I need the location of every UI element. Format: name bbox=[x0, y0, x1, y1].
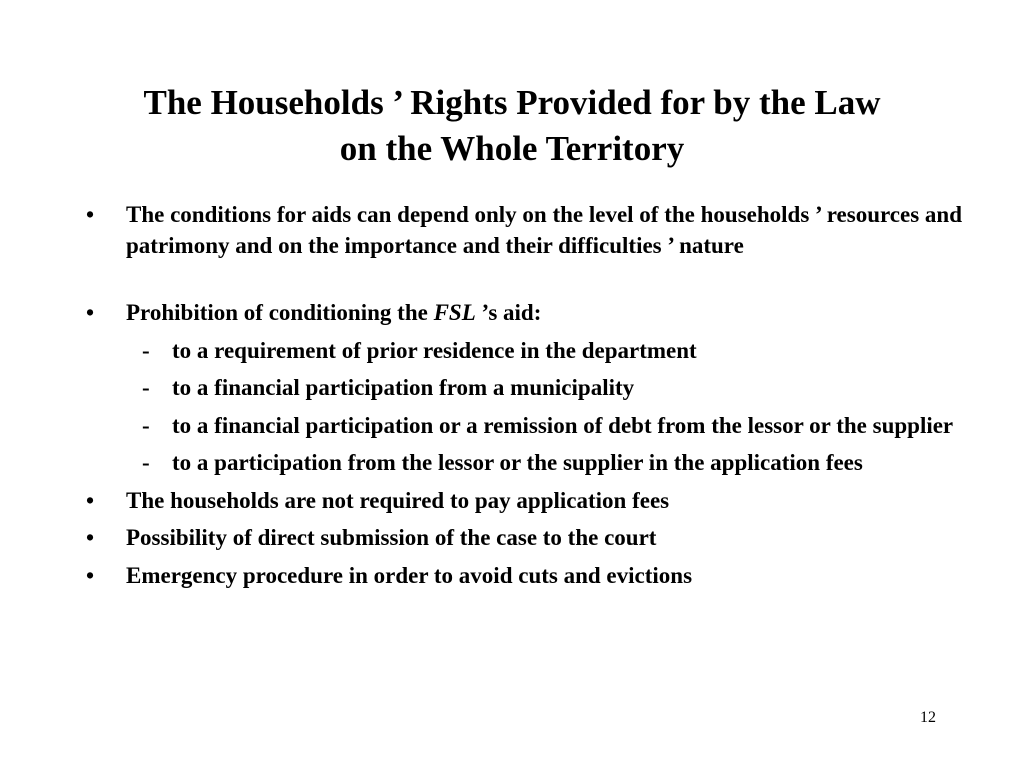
sub-item-text: to a participation from the lessor or the supplier in the application fees bbox=[172, 450, 863, 475]
bullet-marker: • bbox=[86, 202, 95, 227]
dash-marker: - bbox=[142, 375, 150, 400]
bullet-text bbox=[126, 300, 541, 325]
sub-item-text: to a financial participation or a remission of debt from the lessor or the supplier bbox=[172, 412, 954, 438]
bullet-marker: • bbox=[86, 487, 95, 513]
slide-title-line-1: The Households ’ Rights Provided for by the Law bbox=[143, 83, 881, 122]
bullet-text: The households are not required to pay application fees bbox=[126, 487, 670, 513]
sub-item bbox=[126, 448, 984, 479]
bullet-marker: • bbox=[86, 562, 95, 588]
page-number: 12 bbox=[920, 709, 936, 726]
dash-marker: - bbox=[142, 450, 150, 475]
bullet-text-part: ’s aid: bbox=[475, 300, 542, 325]
bullet-text-italic: FSL bbox=[433, 300, 476, 325]
bullet-list bbox=[84, 200, 984, 598]
bullet-item-fees bbox=[84, 486, 984, 517]
sub-item bbox=[126, 411, 984, 442]
bullet-text: Emergency procedure in order to avoid cuts and evictions bbox=[126, 562, 693, 588]
bullet-item-conditions bbox=[84, 200, 984, 261]
sub-list bbox=[126, 336, 984, 479]
sub-item-text: to a requirement of prior residence in the department bbox=[172, 337, 697, 363]
sub-item bbox=[126, 336, 984, 367]
slide-title bbox=[60, 80, 964, 172]
sub-item-text: to a financial participation from a municipality bbox=[172, 375, 635, 400]
slide-title-line-2: on the Whole Territory bbox=[339, 129, 685, 168]
bullet-item-emergency bbox=[84, 561, 984, 592]
bullet-text: The conditions for aids can depend only on the level of the households ’ resources and patrimony and on the importance and their difficulties ’ nature bbox=[126, 202, 962, 258]
bullet-marker: • bbox=[86, 525, 95, 550]
sub-item bbox=[126, 373, 984, 404]
bullet-text: Possibility of direct submission of the case to the court bbox=[126, 525, 657, 550]
dash-marker: - bbox=[142, 412, 150, 438]
bullet-text-part: Prohibition of conditioning the bbox=[126, 300, 434, 325]
bullet-item-submission bbox=[84, 523, 984, 554]
dash-marker: - bbox=[142, 337, 150, 363]
bullet-marker: • bbox=[86, 300, 95, 325]
bullet-item-prohibition bbox=[84, 298, 984, 479]
